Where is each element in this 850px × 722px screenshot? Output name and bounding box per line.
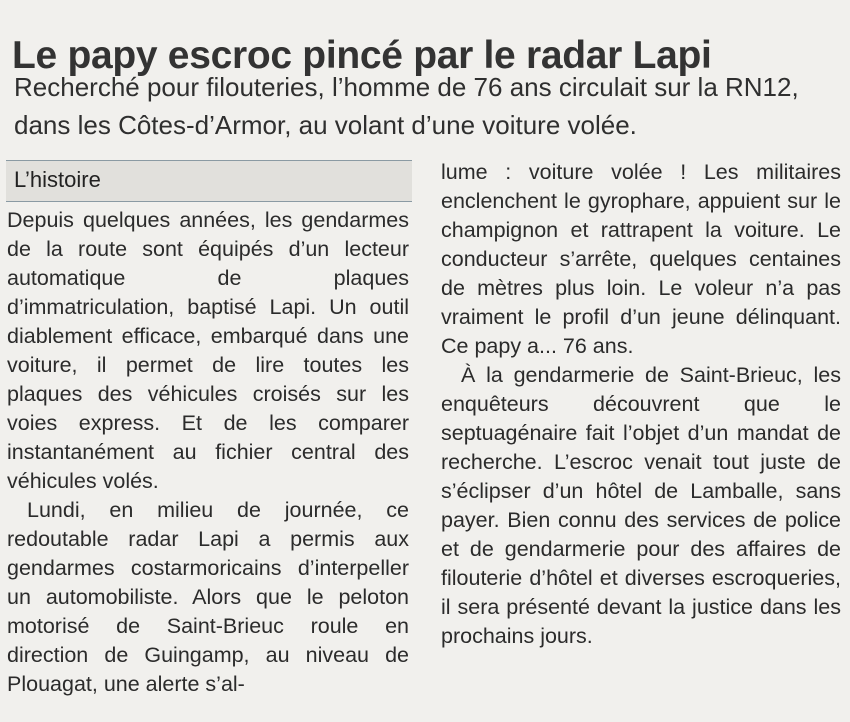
body-column-left xyxy=(7,206,409,699)
body-column-right xyxy=(441,158,841,651)
body-paragraph-2-continued: lume : voiture volée ! Les militaires enclenchent le gyrophare, appuient sur le champignon et rattrapent la voiture. Le conducteur s’arrête, quelques centaines de mètres plus loin. Le voleur n’a pas vraiment le profil d’un jeune délinquant. Ce papy a... 76 ans. xyxy=(441,160,841,358)
body-paragraph-2: Lundi, en milieu de journée, ce redoutable radar Lapi a permis aux gendarmes costarmoricains d’interpeller un automobiliste. Alors que le peloton motorisé de Saint-Brieuc roule en direction de Guingamp, au niveau de Plouagat, une alerte s’al- xyxy=(7,498,409,696)
body-paragraph-3: À la gendarmerie de Saint-Brieuc, les enquêteurs découvrent que le septuagénaire fait l’objet d’un mandat de recherche. L’escroc venait tout juste de s’éclipser d’un hôtel de Lamballe, sans payer. Bien connu des services de police et de gendarmerie pour des affaires de filouterie d’hôtel et diverses escroqueries, il sera présenté devant la justice dans les prochains jours. xyxy=(441,363,841,648)
body-paragraph-1: Depuis quelques années, les gendarmes de la route sont équipés d’un lecteur automatique de plaques d’immatriculation, baptisé Lapi. Un outil diablement efficace, embarqué dans une voiture, il permet de lire toutes les plaques des véhicules croisés sur les voies express. Et de les comparer instantanément au fichier central des véhicules volés. xyxy=(7,208,409,493)
section-rubric xyxy=(6,160,412,202)
rubric-label: L’histoire xyxy=(14,167,101,192)
article-headline: Le papy escroc pincé par le radar Lapi xyxy=(12,34,712,78)
article-standfirst: Recherché pour filouteries, l’homme de 76 ans circulait sur la RN12, dans les Côtes-d’Armor, au volant d’une voiture volée. xyxy=(14,72,799,140)
